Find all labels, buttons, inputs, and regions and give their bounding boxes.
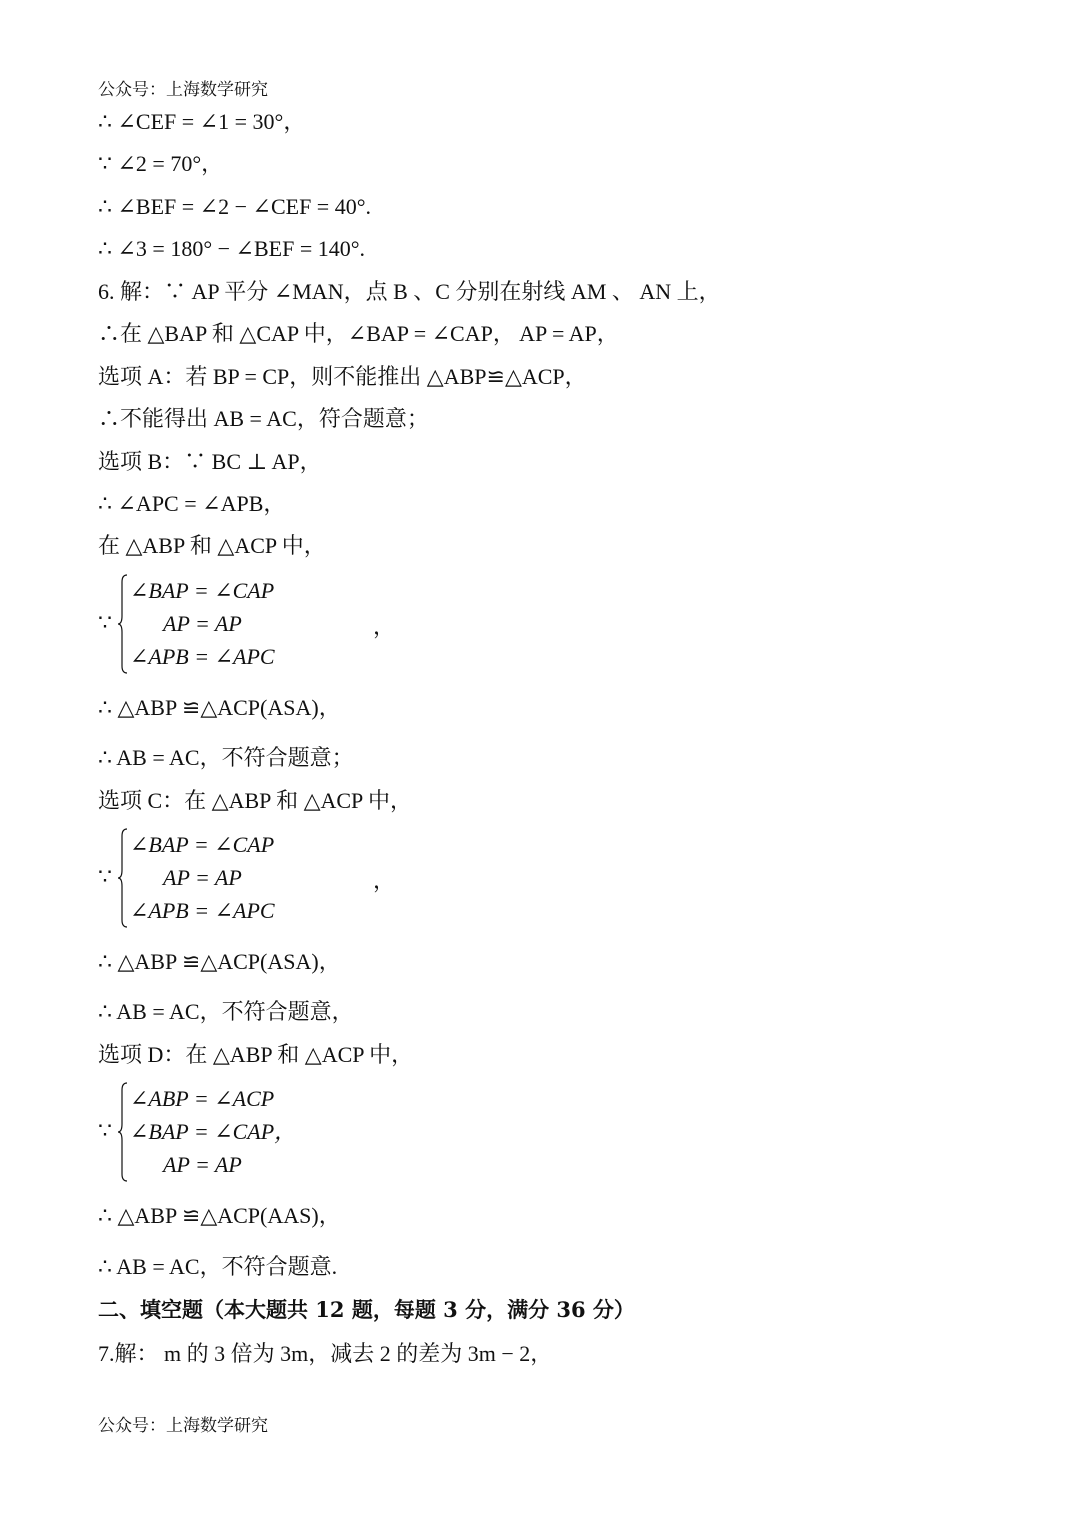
solution-line: ∴ AB = AC，不符合题意，: [98, 999, 354, 1024]
system-row: AP = AP: [163, 1152, 242, 1177]
option-d-line: 选项 D：在 △ABP 和 △ACP 中，: [98, 1042, 414, 1067]
section-heading: 二、填空题（本大题共 12 题，每题 3 分，满分 36 分）: [98, 1297, 635, 1322]
solution-line: ∴ ∠APC = ∠APB，: [98, 491, 286, 516]
solution-line: ∴ AB = AC，不符合题意.: [98, 1254, 338, 1279]
page-footer: 公众号：上海数学研究: [98, 1416, 268, 1436]
solution-line: ∴ ∠3 = 180° − ∠BEF = 140°.: [98, 236, 366, 261]
because-symbol: ∵: [98, 610, 112, 635]
solution-line: ∴ △ABP ≌△ACP(ASA)，: [98, 695, 341, 720]
solution-line: ∴在 △BAP 和 △CAP 中，∠BAP = ∠CAP， AP = AP，: [98, 321, 619, 346]
left-brace-icon: [118, 1082, 128, 1182]
solution-line: 6. 解：∵ AP 平分 ∠MAN，点 B 、C 分别在射线 AM 、 AN 上，: [98, 279, 721, 304]
solution-line: ∴ △ABP ≌△ACP(AAS)，: [98, 1203, 341, 1228]
option-a-line: 选项 A：若 BP = CP，则不能推出 △ABP≌△ACP，: [98, 364, 587, 389]
solution-line: ∴ ∠BEF = ∠2 − ∠CEF = 40°.: [98, 194, 372, 219]
solution-line: 7.解： m 的 3 倍为 3m，减去 2 的差为 3m − 2，: [98, 1341, 553, 1366]
because-symbol: ∵: [98, 1118, 112, 1143]
system-row: ∠ABP = ∠ACP: [130, 1086, 275, 1111]
solution-line: ∴ ∠CEF = ∠1 = 30°，: [98, 109, 306, 134]
option-c-line: 选项 C：在 △ABP 和 △ACP 中，: [98, 788, 412, 813]
page-header: 公众号：上海数学研究: [98, 80, 268, 100]
system-row: ∠APB = ∠APC: [130, 644, 275, 669]
solution-line: ∵ ∠2 = 70°，: [98, 151, 224, 176]
system-row: AP = AP: [163, 611, 242, 636]
solution-line: ∴ AB = AC，不符合题意；: [98, 745, 354, 770]
system-row: ∠BAP = ∠CAP，: [130, 1119, 297, 1144]
system-row: ∠APB = ∠APC: [130, 898, 275, 923]
system-comma: ，: [373, 614, 396, 639]
system-comma: ，: [373, 868, 396, 893]
solution-line: 在 △ABP 和 △ACP 中，: [98, 533, 326, 558]
option-b-line: 选项 B：∵ BC ⊥ AP，: [98, 449, 322, 474]
solution-line: ∴不能得出 AB = AC，符合题意；: [98, 406, 429, 431]
system-row: AP = AP: [163, 865, 242, 890]
system-row: ∠BAP = ∠CAP: [130, 832, 275, 857]
left-brace-icon: [118, 574, 128, 674]
system-row: ∠BAP = ∠CAP: [130, 578, 275, 603]
solution-line: ∴ △ABP ≌△ACP(ASA)，: [98, 949, 341, 974]
because-symbol: ∵: [98, 864, 112, 889]
left-brace-icon: [118, 828, 128, 928]
